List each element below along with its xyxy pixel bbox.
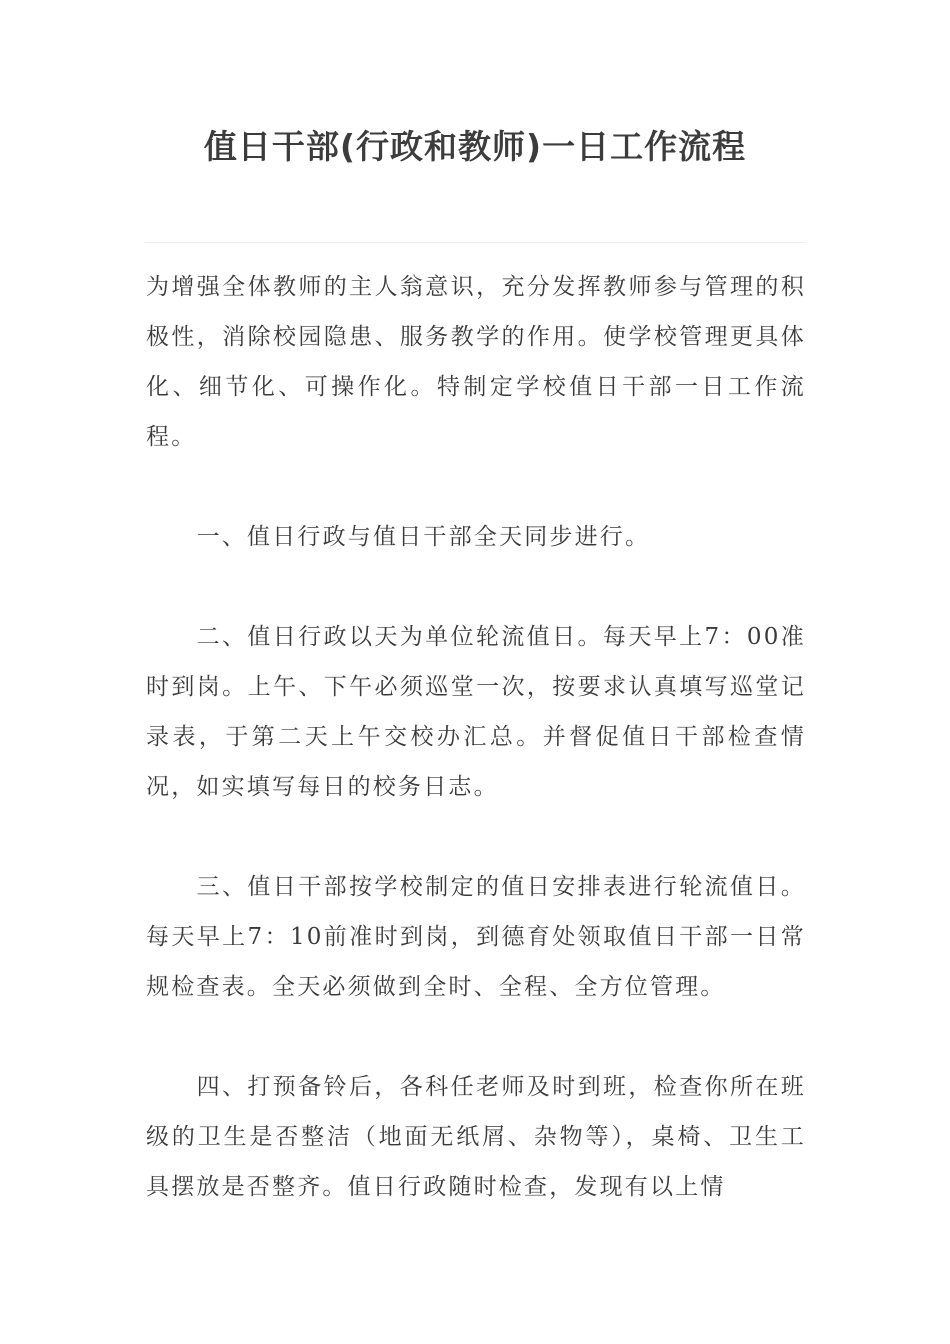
document-title: 值日干部(行政和教师)一日工作流程 — [203, 127, 747, 166]
intro-paragraph: 为增强全体教师的主人翁意识，充分发挥教师参与管理的积极性，消除校园隐患、服务教学的作用。使学校管理更具体化、细节化、可操作化。特制定学校值日干部一日工作流程。 — [146, 274, 806, 450]
title-divider — [145, 242, 805, 243]
section-one-paragraph: 一、值日行政与值日干部全天同步进行。 — [196, 524, 651, 550]
section-three-paragraph: 三、值日干部按学校制定的值日安排表进行轮流值日。每天早上7：10前准时到岗，到德育处领取值日干部一日常规检查表。全天必须做到全时、全程、全方位管理。 — [146, 874, 806, 1000]
section-two-paragraph: 二、值日行政以天为单位轮流值日。每天早上7：00准时到岗。上午、下午必须巡堂一次，按要求认真填写巡堂记录表，于第二天上午交校办汇总。并督促值日干部检查情况，如实填写每日的校务日志。 — [146, 624, 806, 800]
section-four-paragraph: 四、打预备铃后，各科任老师及时到班，检查你所在班级的卫生是否整洁（地面无纸屑、杂物等），桌椅、卫生工具摆放是否整齐。值日行政随时检查，发现有以上情 — [146, 1074, 806, 1200]
document-body — [146, 262, 806, 1212]
